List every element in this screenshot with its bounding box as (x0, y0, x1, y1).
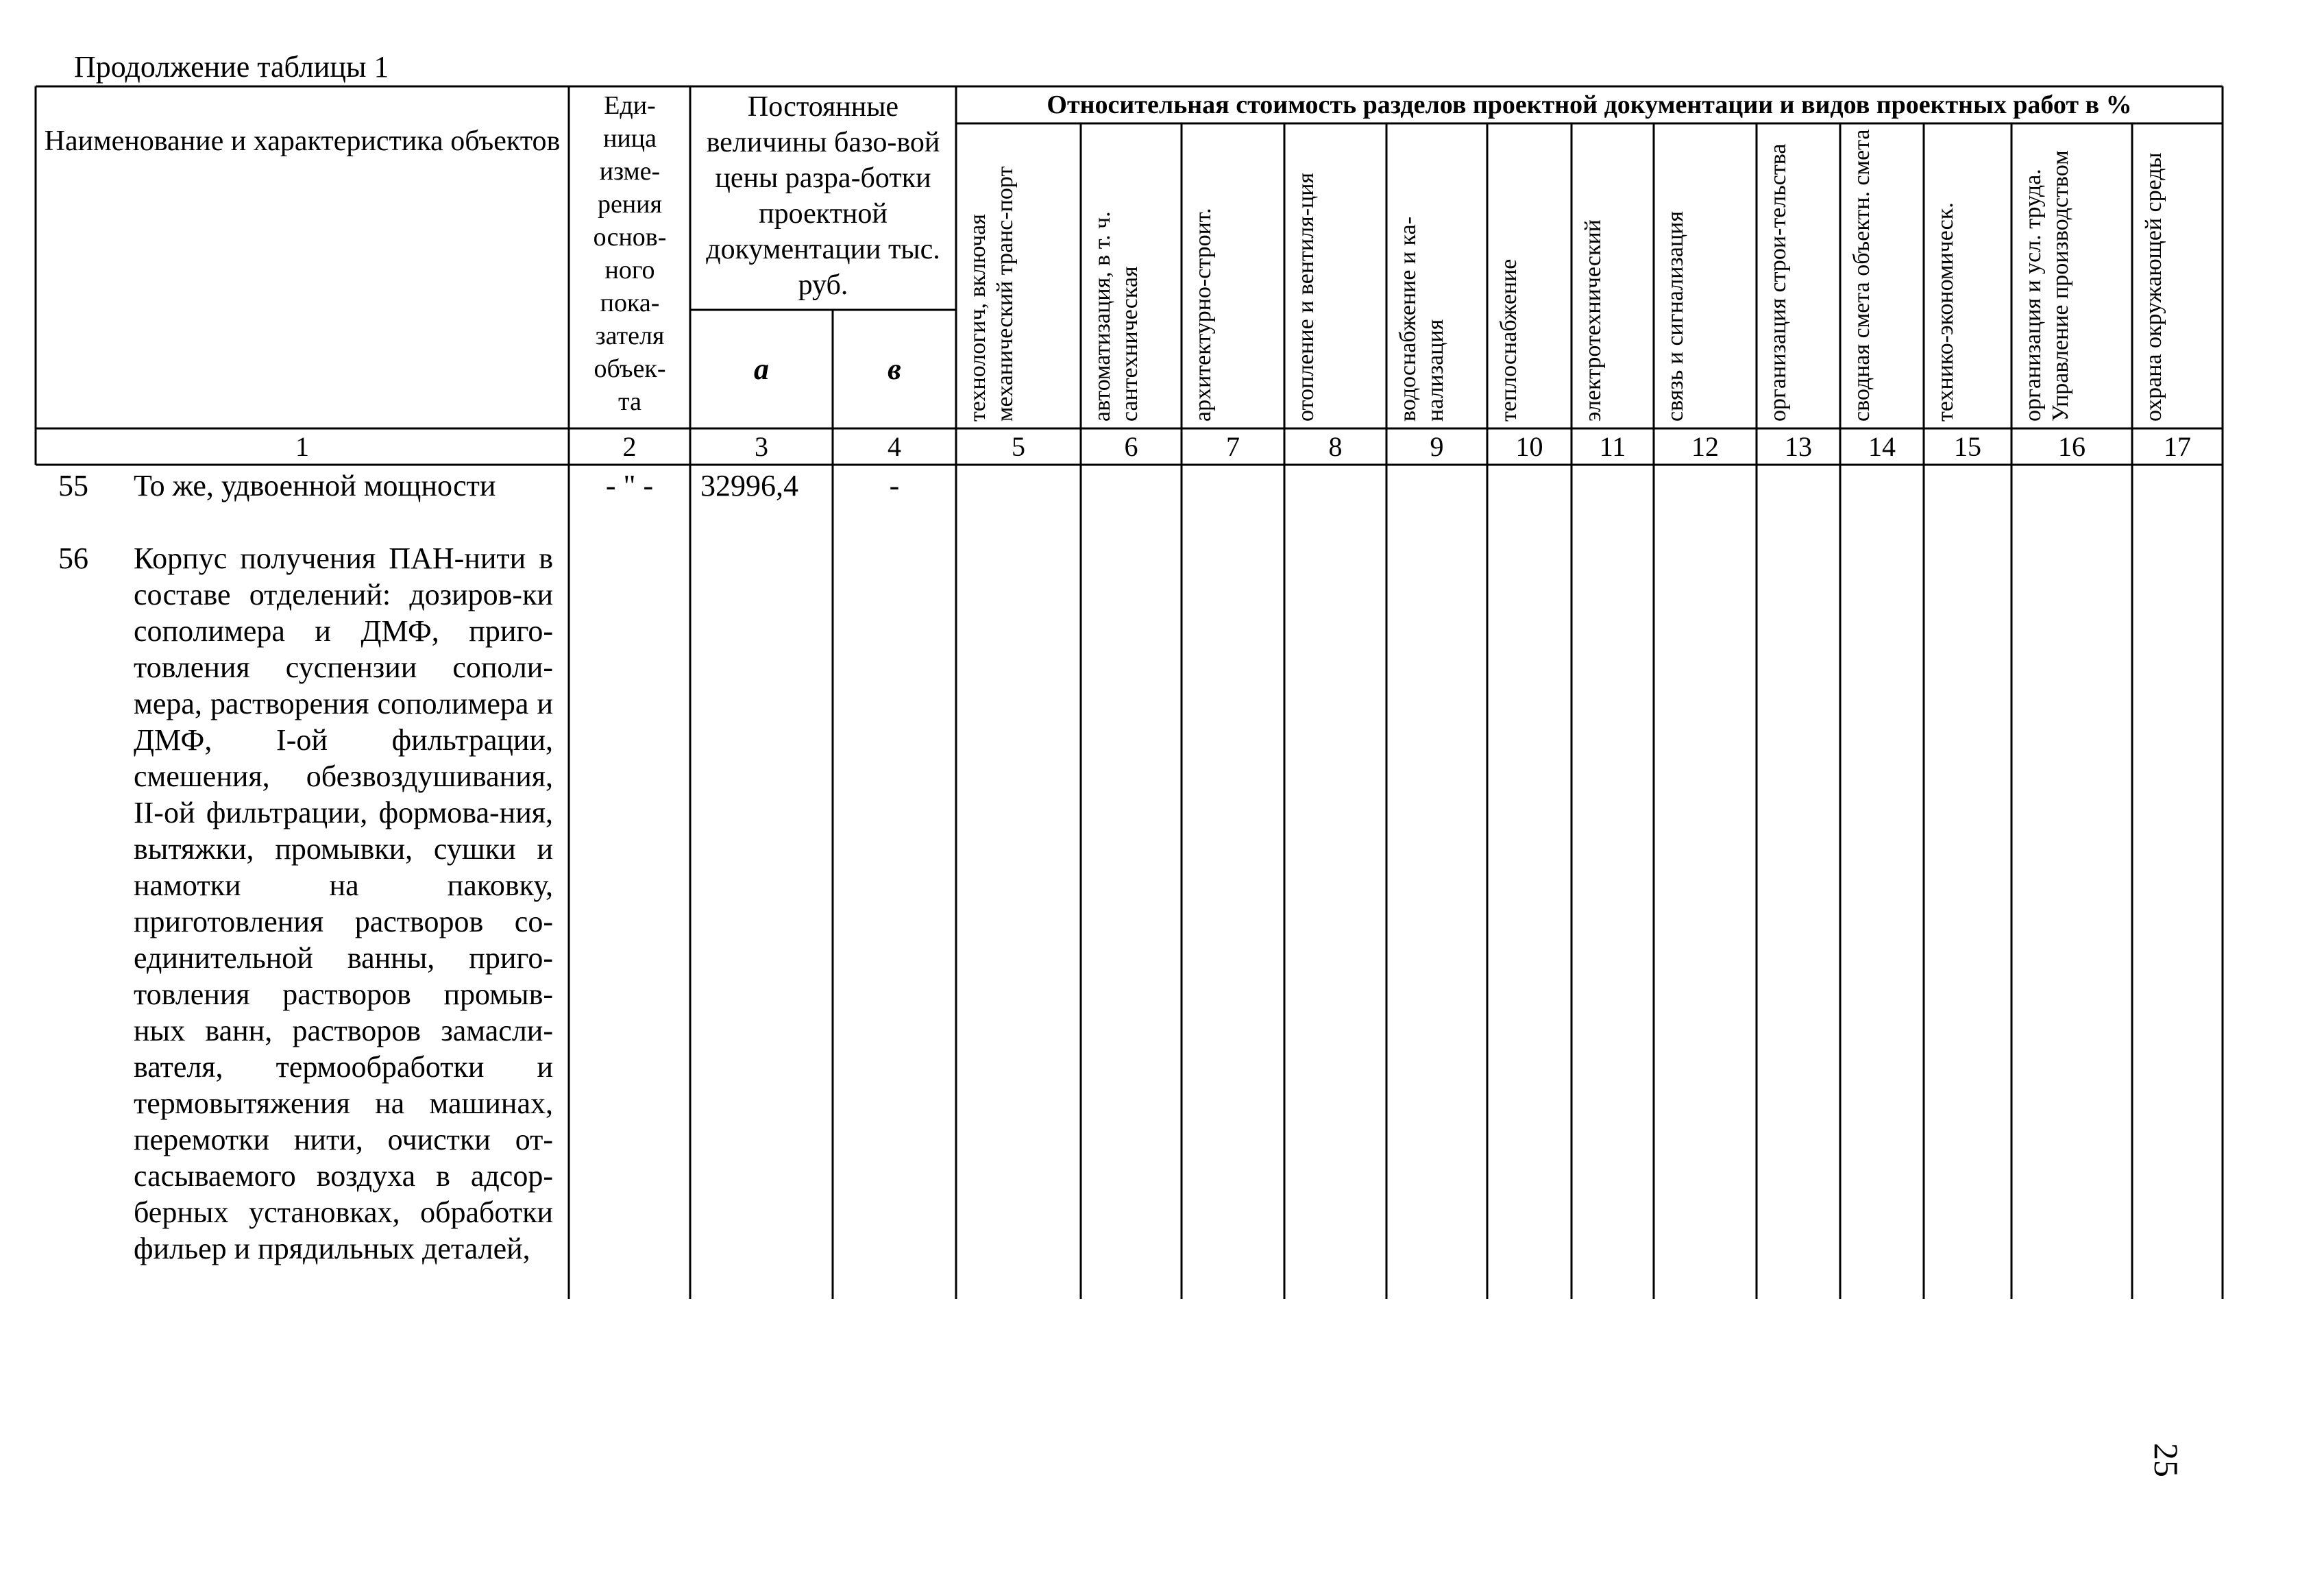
section-header-12: связь и сигнализация (1663, 211, 1688, 422)
section-header-6: автоматизация, в т. ч. сантехническая (1090, 211, 1142, 422)
column-number: 17 (2164, 431, 2191, 462)
header-name: Наименование и характеристика объектов (44, 125, 561, 157)
column-number: 5 (1012, 431, 1025, 462)
header-col-a: а (754, 352, 769, 386)
row-56-number: 56 (58, 542, 88, 575)
header-col-b: в (888, 352, 901, 386)
column-number: 4 (888, 431, 901, 462)
column-number: 8 (1328, 431, 1343, 462)
header-unit: Еди- ница изме- рения основ- ного пока- зателя объек- та (593, 91, 667, 416)
section-header-16: организация и усл. труда. Управление производством (2020, 150, 2073, 422)
column-number: 11 (1599, 431, 1626, 462)
column-number: 12 (1691, 431, 1719, 462)
table-caption: Продолжение таблицы 1 (74, 50, 389, 84)
row-56-name: Корпус получения ПАН-нити в составе отделений: дозиров-ки сополимера и ДМФ, приго-товления суспензии сополи-мера, растворения сополимера и ДМФ, I-ой фильтрации, смешения, обезвоздушивания, II-ой фильтрации, формова-ния, вытяжки, промывки, сушки и намотки на паковку, приготовления растворов со-единительной ванны, приго-товления растворов промыв-ных ванн, растворов замасли-вателя, термообработки и термовытяжения на машинах, перемотки нити, очистки от-сасываемого воздуха в адсор-берных установках, обработки фильер и прядильных деталей, (134, 542, 553, 1265)
section-header-15: технико-экономическ. (1933, 202, 1958, 422)
section-header-9: водоснабжение и ка-нализация (1395, 216, 1448, 422)
row-55-value-a: 32996,4 (700, 469, 798, 502)
row-55-name: То же, удвоенной мощности (134, 469, 496, 502)
section-header-5: технологич, включая механический транс-порт (965, 166, 1018, 422)
row-55-value-b: - (889, 468, 900, 502)
column-number: 9 (1430, 431, 1444, 462)
column-number: 1 (295, 431, 309, 462)
section-header-14: сводная смета объектн. смета (1849, 129, 1874, 422)
section-header-11: электротехнический (1580, 219, 1606, 422)
column-number: 2 (622, 431, 637, 462)
column-number: 7 (1226, 431, 1240, 462)
column-number: 15 (1954, 431, 1981, 462)
column-number: 10 (1515, 431, 1543, 462)
section-header-10: теплоснабжение (1496, 258, 1521, 422)
header-relative-cost: Относительная стоимость разделов проектной документации и видов проектных работ в % (1047, 90, 2132, 119)
header-constant-values: Постоянные величины базо-вой цены разра-ботки проектной документации тыс. руб. (706, 91, 940, 301)
section-header-17: охрана окружающей среды (2141, 152, 2166, 422)
column-number: 14 (1868, 431, 1896, 462)
column-number: 3 (755, 431, 768, 462)
column-number: 13 (1785, 431, 1812, 462)
section-header-13: организация строи-тельства (1765, 143, 1791, 422)
column-number: 16 (2058, 431, 2086, 462)
row-55-number: 55 (58, 469, 88, 502)
row-55-unit: - " - (605, 468, 654, 502)
page-number: 25 (2147, 1443, 2186, 1477)
column-number: 6 (1124, 431, 1138, 462)
section-header-8: отопление и вентиля-ция (1293, 172, 1319, 422)
section-header-7: архитектурно-строит. (1190, 208, 1216, 422)
